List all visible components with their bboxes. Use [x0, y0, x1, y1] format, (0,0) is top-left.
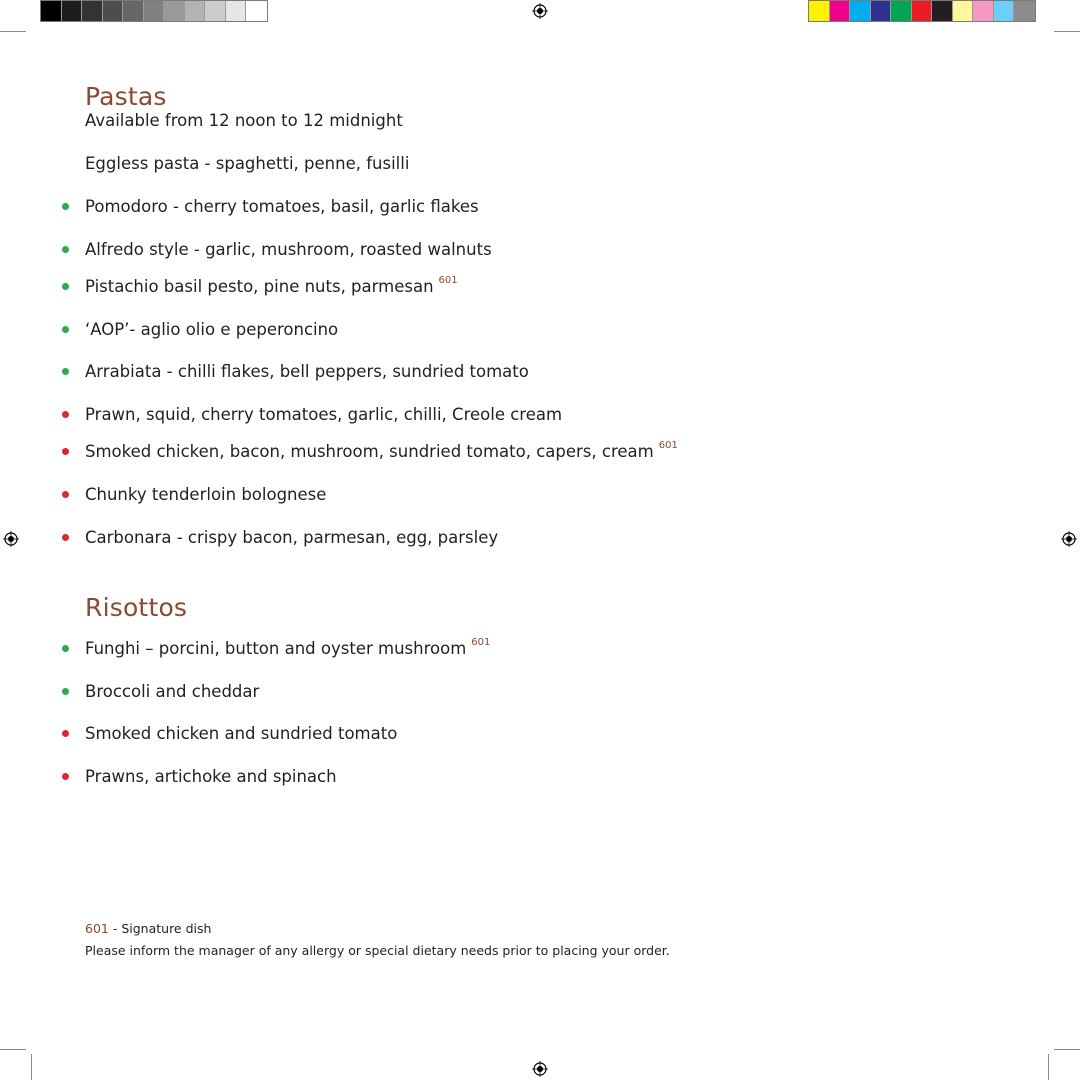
- grayscale-swatch: [226, 1, 247, 21]
- menu-item-name: Smoked chicken and sundried tomato: [85, 724, 398, 743]
- process-color-swatch: [809, 1, 830, 21]
- process-color-swatch: [850, 1, 871, 21]
- eggless-pasta-note: Eggless pasta - spaghetti, penne, fusilli: [85, 154, 410, 173]
- menu-item: [62, 320, 338, 339]
- crop-mark: [1054, 31, 1080, 32]
- grayscale-swatch: [144, 1, 165, 21]
- menu-item: [62, 682, 259, 701]
- menu-item-name: Funghi – porcini, button and oyster mushroom: [85, 639, 467, 658]
- nonveg-dot-icon: [62, 411, 69, 418]
- grayscale-swatch: [185, 1, 206, 21]
- grayscale-swatch: [41, 1, 62, 21]
- grayscale-swatch: [62, 1, 83, 21]
- grayscale-swatch: [164, 1, 185, 21]
- menu-item: [62, 485, 326, 504]
- process-color-swatch: [932, 1, 953, 21]
- process-color-swatch: [871, 1, 892, 21]
- menu-item: [62, 767, 337, 786]
- nonveg-dot-icon: [62, 534, 69, 541]
- signature-dish-code: 601: [658, 440, 678, 451]
- crop-mark: [1048, 1054, 1049, 1080]
- menu-item-name: Prawns, artichoke and spinach: [85, 767, 337, 786]
- grayscale-swatch: [246, 1, 267, 21]
- menu-item-name: Carbonara - crispy bacon, parmesan, egg, parsley: [85, 528, 499, 547]
- veg-dot-icon: [62, 368, 69, 375]
- registration-mark-right-icon: [1061, 531, 1077, 547]
- menu-item-name: Prawn, squid, cherry tomatoes, garlic, chilli, Creole cream: [85, 405, 563, 424]
- menu-item-name: Arrabiata - chilli flakes, bell peppers, sundried tomato: [85, 362, 529, 381]
- menu-item: [62, 405, 562, 424]
- grayscale-swatch: [103, 1, 124, 21]
- menu-item-name: Broccoli and cheddar: [85, 682, 260, 701]
- process-color-bar: [808, 0, 1036, 22]
- grayscale-swatch: [123, 1, 144, 21]
- crop-mark: [1054, 1049, 1080, 1050]
- grayscale-swatch: [82, 1, 103, 21]
- registration-mark-left-icon: [3, 531, 19, 547]
- signature-dish-code: 601: [471, 637, 491, 648]
- process-color-swatch: [912, 1, 933, 21]
- registration-mark-bottom-icon: [532, 1061, 548, 1077]
- crop-mark: [0, 31, 26, 32]
- process-color-swatch: [994, 1, 1015, 21]
- process-color-swatch: [953, 1, 974, 21]
- veg-dot-icon: [62, 688, 69, 695]
- pastas-availability: Available from 12 noon to 12 midnight: [85, 111, 403, 130]
- grayscale-swatch: [205, 1, 226, 21]
- veg-dot-icon: [62, 326, 69, 333]
- nonveg-dot-icon: [62, 491, 69, 498]
- menu-item: [62, 442, 678, 461]
- menu-item: [62, 197, 479, 216]
- signature-dish-code: 601: [438, 275, 458, 286]
- signature-code: 601: [85, 921, 109, 936]
- menu-item: [62, 724, 397, 743]
- process-color-swatch: [1014, 1, 1035, 21]
- crop-mark: [0, 1049, 26, 1050]
- menu-item: [62, 362, 529, 381]
- process-color-swatch: [830, 1, 851, 21]
- menu-item-name: Pistachio basil pesto, pine nuts, parmesan: [85, 277, 434, 296]
- crop-mark: [31, 1054, 32, 1080]
- nonveg-dot-icon: [62, 773, 69, 780]
- veg-dot-icon: [62, 283, 69, 290]
- veg-dot-icon: [62, 203, 69, 210]
- risottos-heading: Risottos: [85, 593, 188, 622]
- signature-label: - Signature dish: [108, 921, 212, 936]
- nonveg-dot-icon: [62, 730, 69, 737]
- menu-item-name: Chunky tenderloin bolognese: [85, 485, 327, 504]
- menu-item-name: Alfredo style - garlic, mushroom, roasted walnuts: [85, 240, 492, 259]
- veg-dot-icon: [62, 246, 69, 253]
- menu-item: [62, 277, 458, 296]
- menu-item-name: Pomodoro - cherry tomatoes, basil, garlic flakes: [85, 197, 479, 216]
- grayscale-color-bar: [40, 0, 268, 22]
- nonveg-dot-icon: [62, 448, 69, 455]
- menu-item-name: ‘AOP’- aglio olio e peperoncino: [85, 320, 339, 339]
- allergy-note: Please inform the manager of any allergy or special dietary needs prior to placing your order.: [85, 943, 670, 958]
- registration-mark-top-icon: [532, 3, 548, 19]
- menu-item: [62, 240, 492, 259]
- signature-legend: [85, 921, 211, 936]
- menu-item: [62, 639, 490, 658]
- menu-item: [62, 528, 498, 547]
- veg-dot-icon: [62, 645, 69, 652]
- pastas-heading: Pastas: [85, 82, 167, 111]
- menu-item-name: Smoked chicken, bacon, mushroom, sundried tomato, capers, cream: [85, 442, 654, 461]
- process-color-swatch: [973, 1, 994, 21]
- process-color-swatch: [891, 1, 912, 21]
